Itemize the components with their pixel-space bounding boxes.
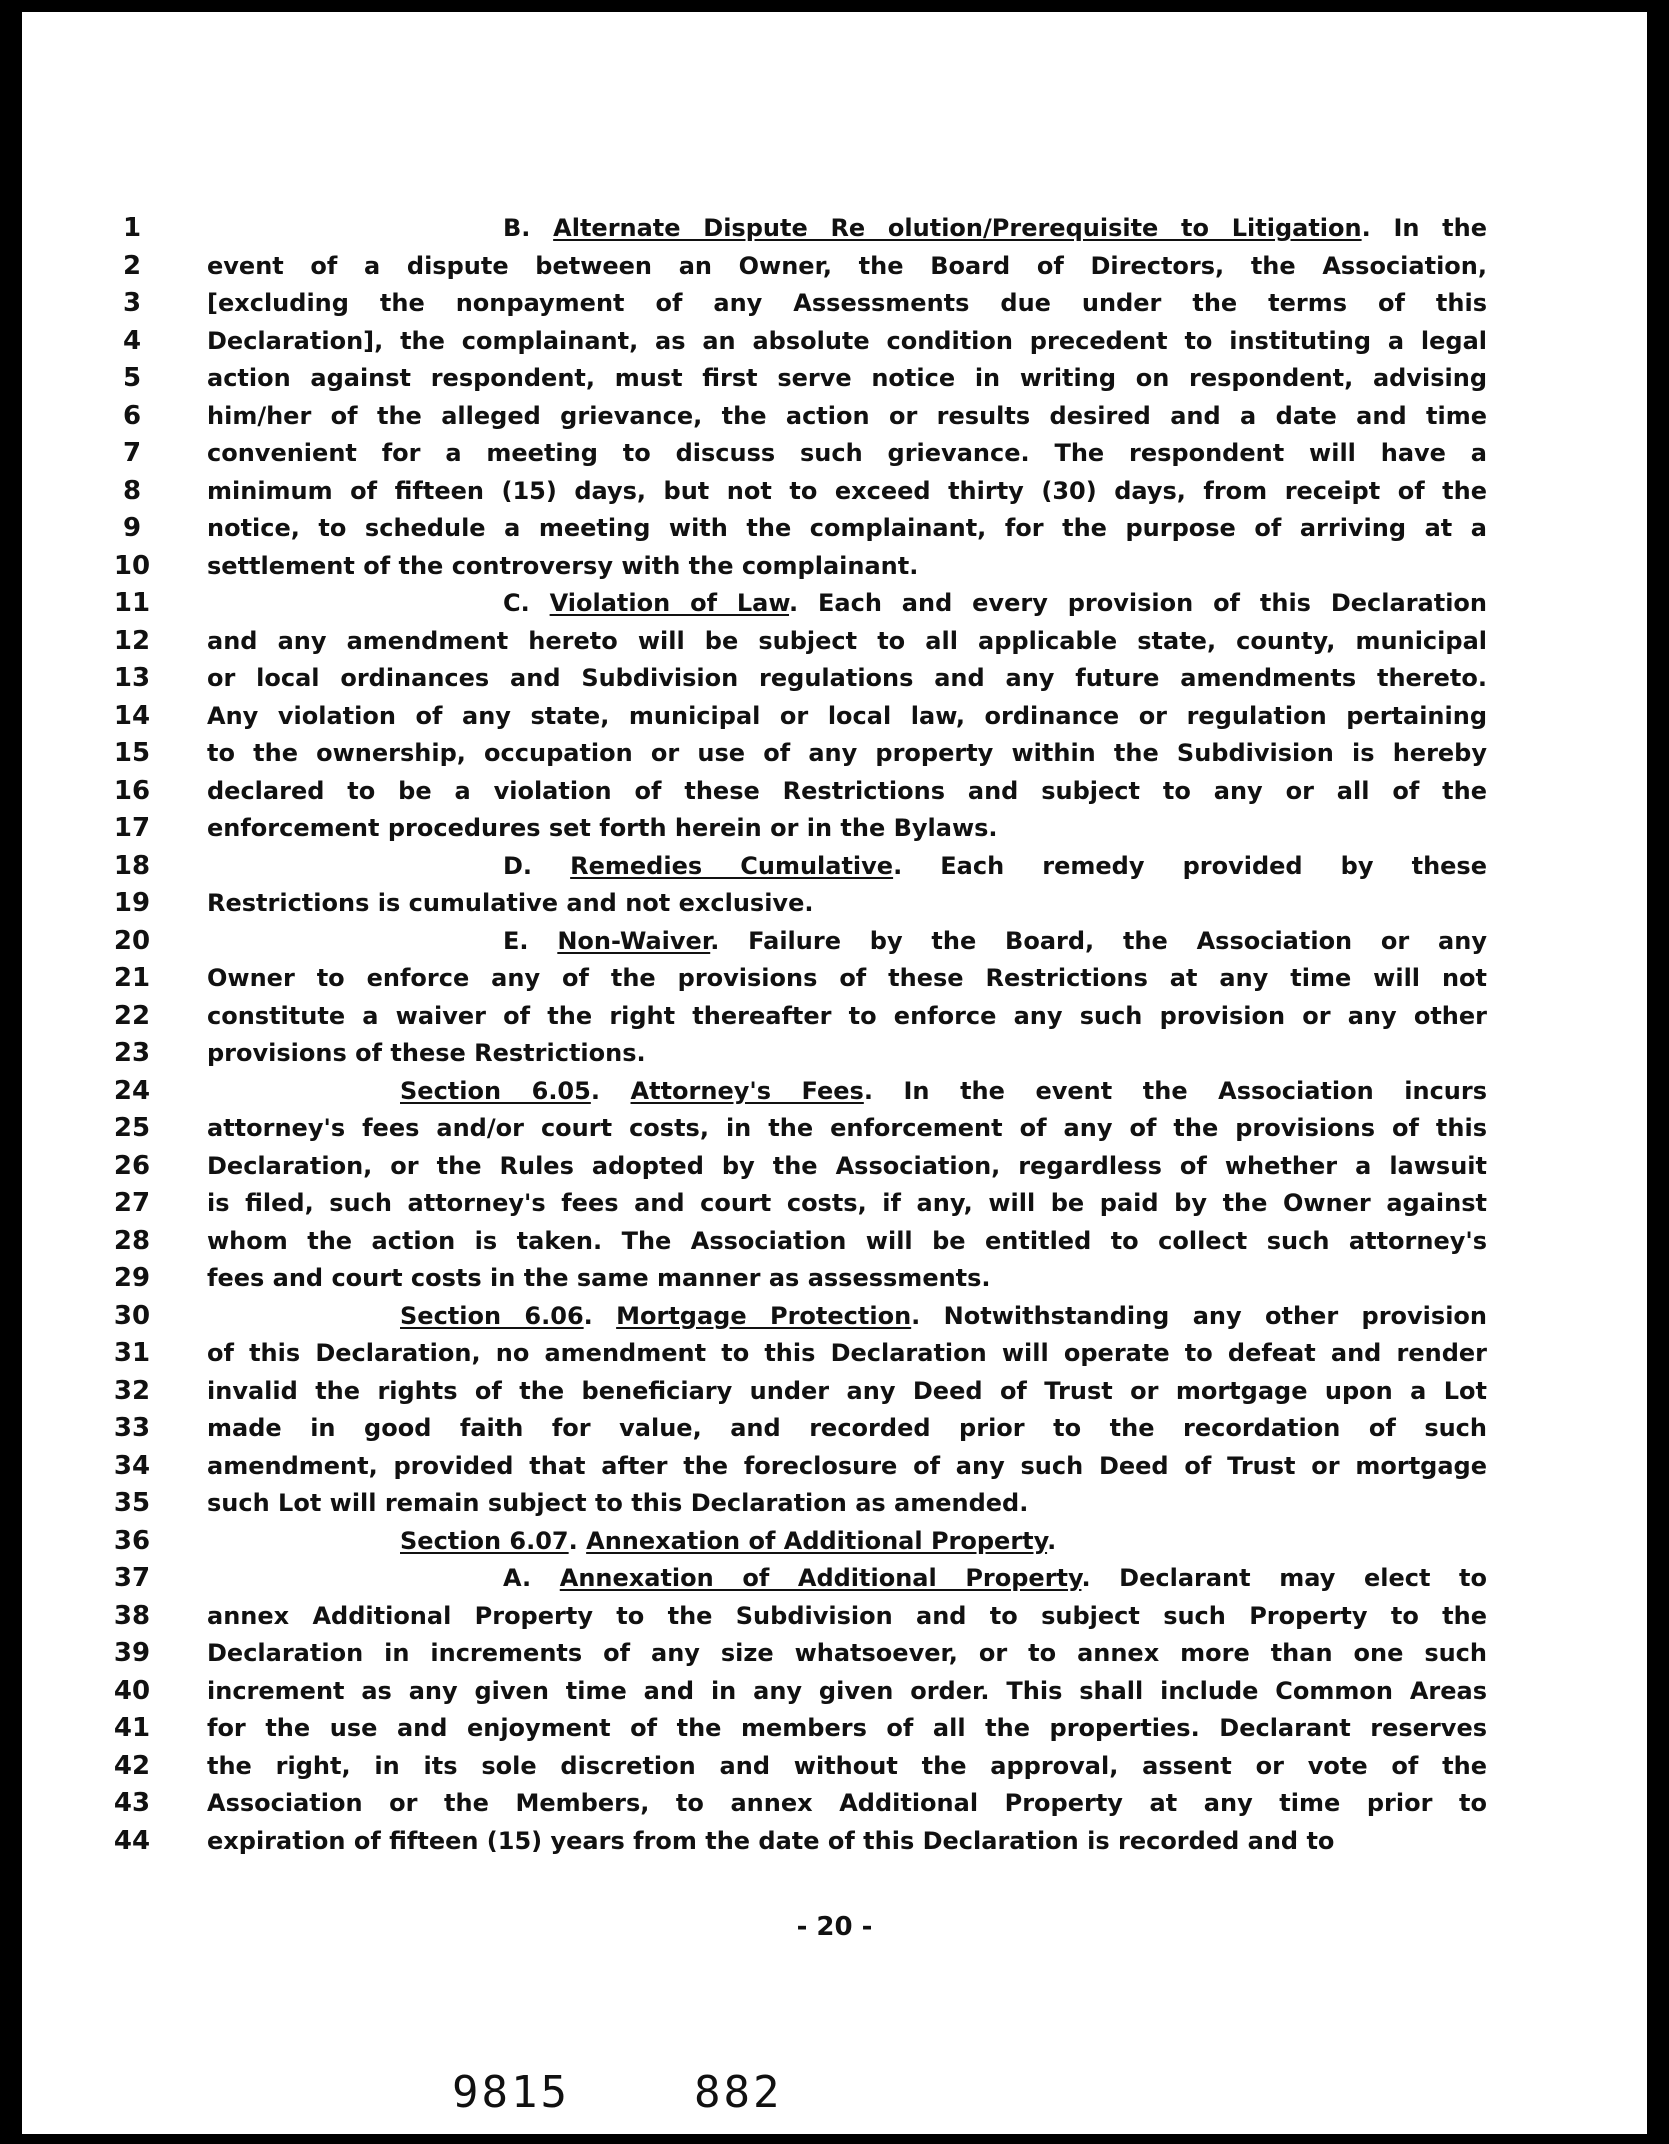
text-line xyxy=(207,248,1487,286)
text-line xyxy=(207,1785,1487,1823)
line-text: Any violation of any state, municipal or local law, ordinance or regulation pertaining xyxy=(207,701,1487,730)
recording-stamp-left: 9815 xyxy=(452,2067,570,2118)
text-line xyxy=(207,1598,1487,1636)
underlined-heading: Non-Waiver xyxy=(557,926,711,955)
line-text: attorney's fees and/or court costs, in the enforcement of any of the provisions of this xyxy=(207,1114,1487,1142)
line-number: 27 xyxy=(113,1188,151,1218)
line-text: settlement of the controversy with the complainant. xyxy=(207,551,919,580)
text-line xyxy=(207,1035,1487,1073)
text-line xyxy=(207,1485,1487,1523)
text-line xyxy=(207,1223,1487,1261)
line-number: 29 xyxy=(113,1263,151,1293)
recording-stamp-right: 882 xyxy=(694,2067,783,2118)
line-text: fees and court costs in the same manner as assessments. xyxy=(207,1264,991,1292)
line-number: 9 xyxy=(122,513,142,543)
text-line xyxy=(207,1410,1487,1448)
text-line xyxy=(207,1260,1487,1298)
text-line xyxy=(207,1148,1487,1186)
underlined-heading: Alternate Dispute Re olution/Prerequisite to Litigation xyxy=(553,214,1362,242)
text-line xyxy=(207,885,1487,923)
underlined-heading: Remedies Cumulative xyxy=(570,851,894,880)
line-text: Owner to enforce any of the provisions of these Restrictions at any time will not xyxy=(207,964,1487,992)
line-text: Declaration in increments of any size whatsoever, or to annex more than one such xyxy=(207,1639,1487,1667)
line-text: amendment, provided that after the foreclosure of any such Deed of Trust or mortgage xyxy=(207,1451,1487,1480)
line-number: 2 xyxy=(122,250,142,281)
line-number: 42 xyxy=(113,1750,151,1781)
line-text: B. xyxy=(503,214,554,242)
line-text: whom the action is taken. The Association will be entitled to collect such attorney's xyxy=(207,1226,1487,1255)
line-number: 22 xyxy=(113,1000,151,1031)
line-text: . In the xyxy=(1361,214,1487,242)
line-number: 12 xyxy=(113,625,151,656)
line-number: 15 xyxy=(113,738,151,768)
line-number: 39 xyxy=(113,1638,151,1668)
line-text: . Each and every provision of this Declaration xyxy=(789,589,1487,617)
line-number: 4 xyxy=(122,325,142,356)
text-line xyxy=(207,1560,1487,1598)
line-number: 17 xyxy=(113,813,151,843)
text-line xyxy=(207,398,1487,436)
text-line xyxy=(207,510,1487,548)
text-line xyxy=(207,1523,1487,1561)
text-line xyxy=(207,548,1487,586)
line-number: 24 xyxy=(113,1075,151,1106)
text-line xyxy=(207,773,1487,811)
line-number: 5 xyxy=(122,363,142,393)
text-line xyxy=(207,473,1487,511)
line-text: for the use and enjoyment of the members of all the properties. Declarant reserves xyxy=(207,1714,1487,1742)
line-text: Association or the Members, to annex Additional Property at any time prior to xyxy=(207,1789,1487,1817)
line-text: declared to be a violation of these Restrictions and subject to any or all of the xyxy=(207,776,1487,805)
line-text: notice, to schedule a meeting with the complainant, for the purpose of arriving at a xyxy=(207,514,1487,542)
line-number: 32 xyxy=(113,1375,151,1406)
line-number: 33 xyxy=(113,1413,151,1443)
line-number: 36 xyxy=(113,1525,151,1556)
line-number: 21 xyxy=(113,963,151,993)
text-line xyxy=(207,1635,1487,1673)
text-line xyxy=(207,960,1487,998)
line-number: 31 xyxy=(113,1338,151,1368)
text-line xyxy=(207,923,1487,961)
line-number: 3 xyxy=(122,288,142,318)
line-text: . xyxy=(568,1526,587,1555)
line-text: him/her of the alleged grievance, the action or results desired and a date and time xyxy=(207,401,1487,430)
line-text: expiration of fifteen (15) years from the date of this Declaration is recorded and to xyxy=(207,1826,1335,1855)
line-text: Restrictions is cumulative and not exclusive. xyxy=(207,889,814,917)
line-text: . In the event the Association incurs xyxy=(863,1076,1487,1105)
line-text: to the ownership, occupation or use of any property within the Subdivision is hereby xyxy=(207,739,1487,767)
line-text: such Lot will remain subject to this Declaration as amended. xyxy=(207,1489,1029,1517)
line-text: C. xyxy=(503,589,550,617)
line-text: E. xyxy=(503,926,558,955)
line-text: . Declarant may elect to xyxy=(1081,1564,1487,1592)
line-number: 25 xyxy=(113,1113,151,1143)
line-text: Declaration, or the Rules adopted by the Association, regardless of whether a lawsuit xyxy=(207,1151,1487,1180)
line-number: 43 xyxy=(113,1788,151,1818)
line-number-column xyxy=(102,210,162,1860)
text-line xyxy=(207,585,1487,623)
line-number: 11 xyxy=(113,588,151,618)
page-number: - 20 - xyxy=(796,1912,873,1942)
text-line xyxy=(207,285,1487,323)
text-line xyxy=(207,1373,1487,1411)
line-number: 40 xyxy=(113,1675,151,1706)
line-number: 41 xyxy=(113,1713,151,1743)
underlined-heading: Annexation of Additional Property xyxy=(586,1526,1048,1555)
underlined-heading: Attorney's Fees xyxy=(630,1076,864,1105)
line-text: enforcement procedures set forth herein or in the Bylaws. xyxy=(207,814,998,842)
line-text: [excluding the nonpayment of any Assessments due under the terms of this xyxy=(207,289,1487,317)
text-line xyxy=(207,1673,1487,1711)
line-text: convenient for a meeting to discuss such grievance. The respondent will have a xyxy=(207,439,1487,467)
line-text: annex Additional Property to the Subdivision and to subject such Property to the xyxy=(207,1601,1487,1630)
text-line xyxy=(207,735,1487,773)
line-text: event of a dispute between an Owner, the Board of Directors, the Association, xyxy=(207,251,1487,280)
line-number: 16 xyxy=(113,775,151,806)
line-text: . Each remedy provided by these xyxy=(893,851,1487,880)
line-number: 7 xyxy=(122,438,142,468)
line-text: . Notwithstanding any other provision xyxy=(911,1301,1487,1330)
line-number: 28 xyxy=(113,1225,151,1256)
line-text: . xyxy=(583,1301,617,1330)
line-number: 13 xyxy=(113,663,151,693)
line-number: 23 xyxy=(113,1038,151,1068)
text-line xyxy=(207,360,1487,398)
line-number: 18 xyxy=(113,850,151,881)
line-text: . Failure by the Board, the Association or any xyxy=(710,926,1487,955)
underlined-heading: Mortgage Protection xyxy=(616,1301,912,1330)
text-line xyxy=(207,1710,1487,1748)
text-line xyxy=(207,435,1487,473)
text-line xyxy=(207,660,1487,698)
line-text: action against respondent, must first serve notice in writing on respondent, advising xyxy=(207,364,1487,392)
text-line xyxy=(207,1748,1487,1786)
line-text: . xyxy=(1047,1526,1057,1555)
line-number: 34 xyxy=(113,1450,151,1481)
text-line xyxy=(207,210,1487,248)
line-text: Declaration], the complainant, as an absolute condition precedent to instituting a legal xyxy=(207,326,1487,355)
line-number: 20 xyxy=(113,925,151,956)
line-number: 6 xyxy=(122,400,142,431)
line-number: 8 xyxy=(122,475,142,506)
text-line xyxy=(207,810,1487,848)
line-text: . xyxy=(590,1076,631,1105)
line-text: invalid the rights of the beneficiary under any Deed of Trust or mortgage upon a Lot xyxy=(207,1376,1487,1405)
text-line xyxy=(207,1335,1487,1373)
line-number: 37 xyxy=(113,1563,151,1593)
text-line xyxy=(207,323,1487,361)
line-number: 38 xyxy=(113,1600,151,1631)
line-text: constitute a waiver of the right thereafter to enforce any such provision or any other xyxy=(207,1001,1487,1030)
line-text: made in good faith for value, and recorded prior to the recordation of such xyxy=(207,1414,1487,1442)
line-text: minimum of fifteen (15) days, but not to exceed thirty (30) days, from receipt of the xyxy=(207,476,1487,505)
underlined-heading: Annexation of Additional Property xyxy=(559,1564,1082,1592)
line-number: 19 xyxy=(113,888,151,918)
text-line xyxy=(207,1298,1487,1336)
text-line xyxy=(207,1448,1487,1486)
line-number: 1 xyxy=(122,213,142,243)
underlined-heading: Section 6.05 xyxy=(400,1076,591,1105)
line-number: 26 xyxy=(113,1150,151,1181)
line-number: 44 xyxy=(113,1825,151,1856)
line-number: 14 xyxy=(113,700,151,731)
line-text: increment as any given time and in any given order. This shall include Common Areas xyxy=(207,1676,1487,1705)
text-line xyxy=(207,1823,1487,1861)
line-number: 10 xyxy=(113,550,151,581)
underlined-heading: Section 6.07 xyxy=(400,1526,569,1555)
line-text: provisions of these Restrictions. xyxy=(207,1039,646,1067)
text-line xyxy=(207,1110,1487,1148)
text-line xyxy=(207,1185,1487,1223)
text-line xyxy=(207,998,1487,1036)
line-text: D. xyxy=(503,851,571,880)
line-text: of this Declaration, no amendment to this Declaration will operate to defeat and render xyxy=(207,1339,1487,1367)
line-text: and any amendment hereto will be subject to all applicable state, county, municipal xyxy=(207,626,1487,655)
line-text: is filed, such attorney's fees and court costs, if any, will be paid by the Owner against xyxy=(207,1189,1487,1217)
line-text: or local ordinances and Subdivision regulations and any future amendments thereto. xyxy=(207,664,1487,692)
line-text: A. xyxy=(503,1564,560,1592)
underlined-heading: Violation of Law xyxy=(549,589,790,617)
document-page xyxy=(22,12,1647,2134)
line-text: the right, in its sole discretion and without the approval, assent or vote of the xyxy=(207,1751,1487,1780)
document-body xyxy=(207,210,1487,1860)
underlined-heading: Section 6.06 xyxy=(400,1301,584,1330)
text-line xyxy=(207,698,1487,736)
line-number: 30 xyxy=(113,1300,151,1331)
text-line xyxy=(207,1073,1487,1111)
line-number: 35 xyxy=(113,1488,151,1518)
text-line xyxy=(207,623,1487,661)
text-line xyxy=(207,848,1487,886)
